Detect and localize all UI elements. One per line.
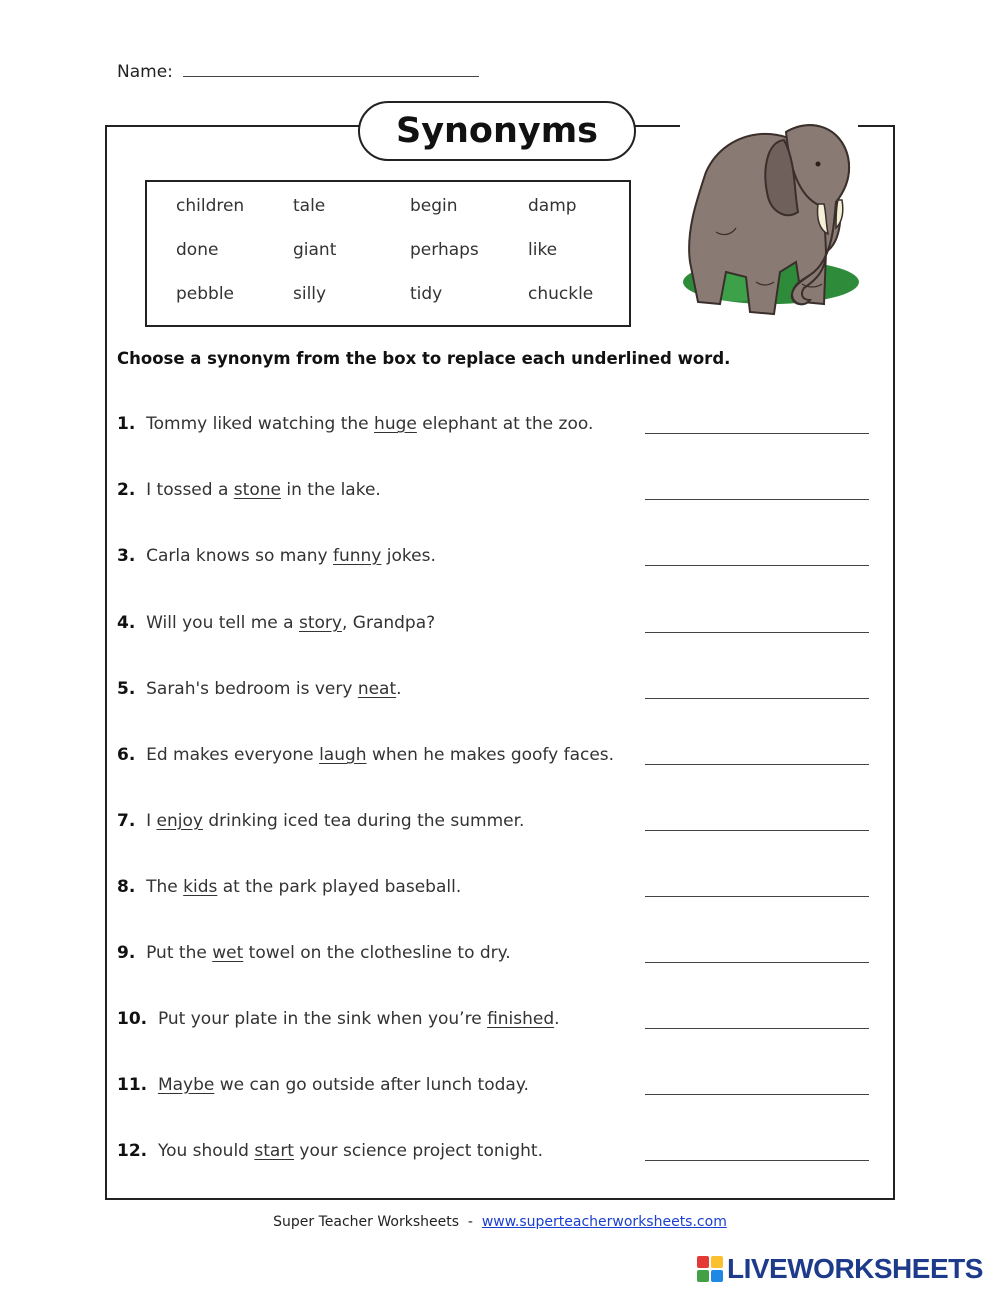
- question-number: 2.: [117, 480, 136, 500]
- word-bank-item: giant: [293, 240, 337, 260]
- question-text: The: [146, 877, 184, 897]
- name-row: [117, 58, 479, 82]
- answer-blank-10[interactable]: [645, 1028, 869, 1029]
- question-text: Put your plate in the sink when you’re: [157, 1009, 488, 1029]
- question-text: I tossed a: [146, 480, 234, 500]
- word-bank-item: tidy: [410, 284, 443, 304]
- liveworksheets-logo: [697, 1254, 983, 1284]
- question-text: drinking iced tea during the summer.: [202, 811, 525, 831]
- question-2: [117, 480, 381, 500]
- underlined-word: finished: [487, 1009, 555, 1029]
- instructions: Choose a synonym from the box to replace each underlined word.: [117, 349, 731, 368]
- underlined-word: kids: [183, 877, 218, 897]
- question-3: [117, 546, 436, 566]
- underlined-word: laugh: [319, 745, 367, 765]
- underlined-word: neat: [357, 679, 397, 699]
- word-bank-item: silly: [293, 284, 327, 304]
- word-bank-item: chuckle: [528, 284, 594, 304]
- footer: [0, 1214, 1000, 1230]
- question-number: 3.: [117, 546, 136, 566]
- question-text: Will you tell me a: [146, 613, 299, 633]
- question-text: .: [554, 1009, 560, 1029]
- word-bank-item: children: [176, 196, 245, 216]
- word-bank-item: done: [176, 240, 219, 260]
- word-bank-item: damp: [528, 196, 577, 216]
- underlined-word: Maybe: [157, 1075, 215, 1095]
- underlined-word: enjoy: [156, 811, 203, 831]
- question-text: I: [146, 811, 157, 831]
- answer-blank-5[interactable]: [645, 698, 869, 699]
- question-12: [117, 1141, 543, 1161]
- question-9: [117, 943, 511, 963]
- answer-blank-9[interactable]: [645, 962, 869, 963]
- question-6: [117, 745, 614, 765]
- question-text: Tommy liked watching the: [146, 414, 375, 434]
- underlined-word: stone: [233, 480, 281, 500]
- question-text: Ed makes everyone: [146, 745, 320, 765]
- word-bank-item: pebble: [176, 284, 235, 304]
- question-text: Put the: [146, 943, 213, 963]
- question-number: 4.: [117, 613, 136, 633]
- underlined-word: wet: [212, 943, 244, 963]
- question-number: 12.: [117, 1141, 148, 1161]
- word-bank: [145, 180, 631, 327]
- question-8: [117, 877, 461, 897]
- name-label: Name:: [117, 62, 173, 82]
- question-7: [117, 811, 524, 831]
- question-4: [117, 613, 435, 633]
- footer-link[interactable]: www.superteacherworksheets.com: [481, 1214, 727, 1230]
- word-bank-item: like: [528, 240, 558, 260]
- underlined-word: start: [254, 1141, 294, 1161]
- question-text: Sarah's bedroom is very: [146, 679, 358, 699]
- question-text: jokes.: [381, 546, 436, 566]
- question-number: 8.: [117, 877, 136, 897]
- question-text: we can go outside after lunch today.: [214, 1075, 529, 1095]
- question-10: [117, 1009, 560, 1029]
- question-text: .: [396, 679, 402, 699]
- blocks-logo-icon: [697, 1256, 723, 1282]
- underlined-word: funny: [333, 546, 382, 566]
- question-text: at the park played baseball.: [217, 877, 462, 897]
- answer-blank-4[interactable]: [645, 632, 869, 633]
- question-number: 10.: [117, 1009, 148, 1029]
- question-text: in the lake.: [280, 480, 381, 500]
- question-number: 1.: [117, 414, 136, 434]
- underlined-word: huge: [374, 414, 417, 434]
- answer-blank-8[interactable]: [645, 896, 869, 897]
- answer-blank-12[interactable]: [645, 1160, 869, 1161]
- question-1: [117, 414, 593, 434]
- footer-text: Super Teacher Worksheets -: [273, 1214, 482, 1230]
- question-number: 6.: [117, 745, 136, 765]
- question-text: towel on the clothesline to dry.: [243, 943, 511, 963]
- answer-blank-1[interactable]: [645, 433, 869, 434]
- question-number: 7.: [117, 811, 136, 831]
- word-bank-item: perhaps: [410, 240, 479, 260]
- word-bank-item: tale: [293, 196, 326, 216]
- logo-text: LIVEWORKSHEETS: [727, 1253, 983, 1284]
- word-bank-item: begin: [410, 196, 458, 216]
- name-input[interactable]: [183, 58, 479, 77]
- underlined-word: story: [298, 613, 342, 633]
- answer-blank-11[interactable]: [645, 1094, 869, 1095]
- question-number: 11.: [117, 1075, 148, 1095]
- answer-blank-2[interactable]: [645, 499, 869, 500]
- question-text: You should: [157, 1141, 255, 1161]
- question-text: when he makes goofy faces.: [366, 745, 615, 765]
- elephant-illustration: [676, 112, 866, 330]
- answer-blank-3[interactable]: [645, 565, 869, 566]
- answer-blank-6[interactable]: [645, 764, 869, 765]
- question-number: 5.: [117, 679, 136, 699]
- question-number: 9.: [117, 943, 136, 963]
- question-text: elephant at the zoo.: [416, 414, 594, 434]
- page-title: Synonyms: [358, 101, 636, 161]
- question-11: [117, 1075, 529, 1095]
- question-5: [117, 679, 402, 699]
- answer-blank-7[interactable]: [645, 830, 869, 831]
- question-text: , Grandpa?: [341, 613, 436, 633]
- question-text: your science project tonight.: [293, 1141, 543, 1161]
- question-text: Carla knows so many: [146, 546, 333, 566]
